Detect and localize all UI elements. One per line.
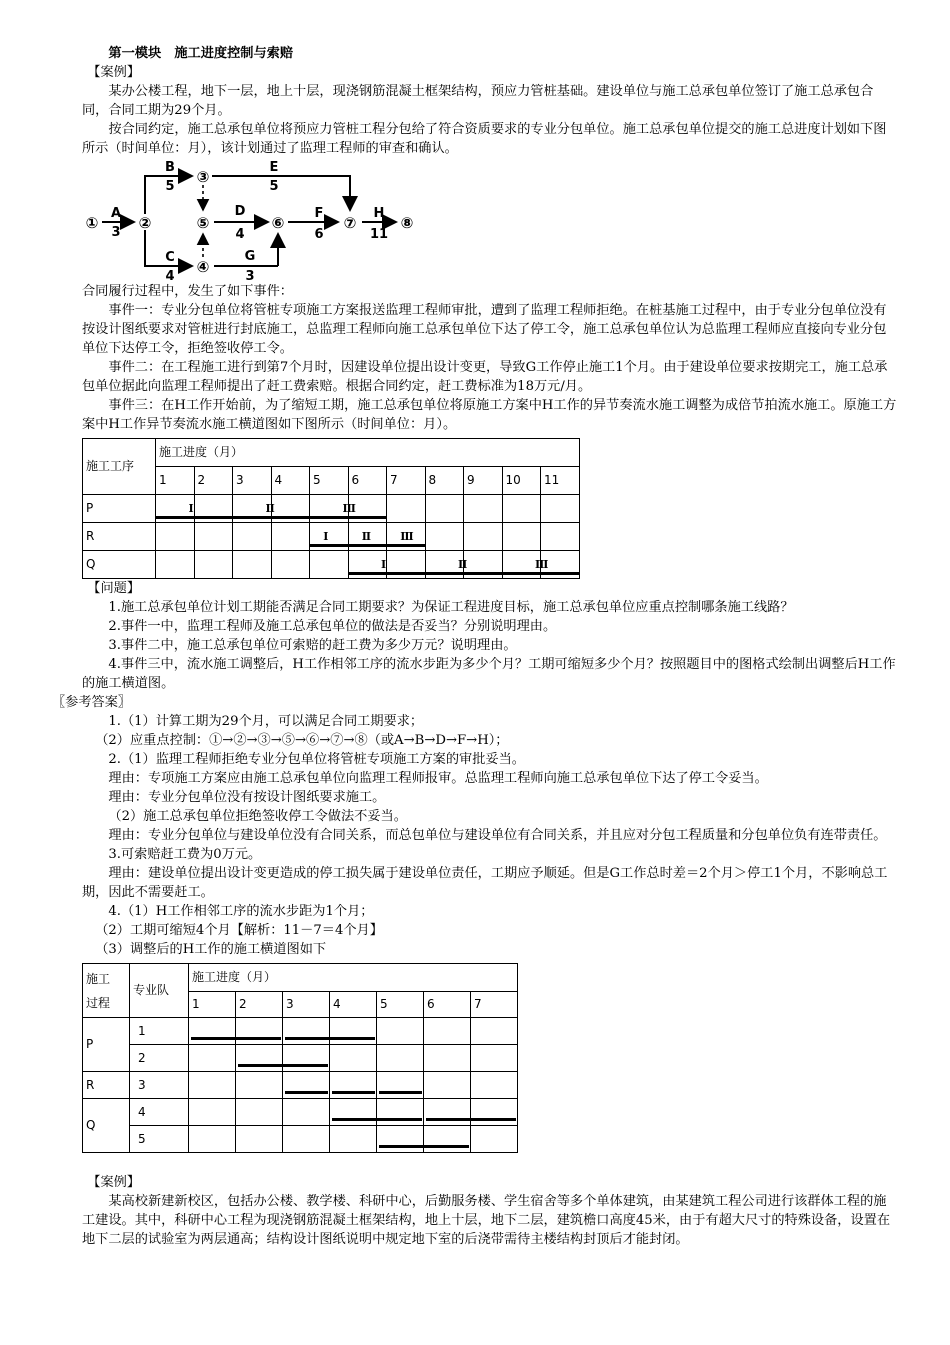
- gantt1-grid-cell: [233, 495, 275, 523]
- gantt1-grid-cell: [502, 495, 541, 523]
- intro-paragraph-2: 按合同约定，施工总承包单位将预应力管桩工程分包给了符合资质要求的专业分包单位。施工总承包单位提交的施工总进度计划如下图所示（时间单位：月），该计划通过了监理工程师的审查和确认。: [82, 122, 887, 156]
- label-a: A: [110, 206, 122, 221]
- case-tag: 【案例】: [87, 65, 141, 80]
- question-2: 2.事件一中，监理工程师及施工总承包单位的做法是否妥当？分别说明理由。: [108, 619, 557, 634]
- label-e: E: [269, 160, 279, 175]
- gantt1-grid-cell: [425, 551, 468, 579]
- label-d: D: [234, 204, 246, 219]
- gantt2-grid-cell: [236, 1126, 283, 1153]
- gantt2-grid-cell: [283, 1099, 330, 1126]
- gantt1-grid-cell: [271, 523, 310, 551]
- answer-line: 3.可索赔赶工费为0万元。: [108, 847, 262, 862]
- module-title: 第一模块 施工进度控制与索赔: [108, 46, 294, 61]
- gantt1-grid-cell: [194, 523, 233, 551]
- answers-block: [82, 712, 898, 959]
- gantt2-grid-cell: [377, 1126, 424, 1153]
- gantt1-row-label: R: [83, 523, 156, 551]
- gantt2-grid-cell: [236, 1018, 283, 1045]
- gantt2-grid-cell: [330, 1072, 377, 1099]
- answer-tag: 〖参考答案〗: [52, 695, 132, 710]
- answer-line: （2）应重点控制：①→②→③→⑤→⑥→⑦→⑧（或A→B→D→F→H）；: [95, 733, 509, 748]
- dur-a: 3: [111, 225, 121, 240]
- gantt1-bar: [348, 544, 387, 547]
- case2-paragraph: 某高校新建新校区，包括办公楼、教学楼、科研中心，后勤服务楼、学生宿舍等多个单体建筑，由某建筑工程公司进行该群体工程的施工建设。其中，科研中心工程为现浇钢筋混凝土框架结构，地上十层，地下二层，建筑檐口高度45米，由于有超大尺寸的特殊设备，设置在地下二层的试验室为两层通高；结构设计图纸说明中规定地下室的后浇带需待主楼结构封顶后才能封闭。: [82, 1194, 891, 1247]
- gantt2-grid-cell: [283, 1045, 330, 1072]
- gantt1-grid-cell: [271, 551, 310, 579]
- answer-line: 理由：专项施工方案应由施工总承包单位向监理工程师报审。总监理工程师向施工总承包单位下达了停工令妥当。: [108, 771, 768, 786]
- gantt1-bar-label: Ⅲ: [342, 502, 356, 515]
- dur-f: 6: [314, 227, 324, 242]
- label-b: B: [165, 160, 175, 175]
- gantt2-month-cell: 6: [424, 992, 471, 1018]
- gantt2-month-cell: 3: [283, 992, 330, 1018]
- gantt2-grid-cell: [236, 1099, 283, 1126]
- gantt2-grid-cell: [189, 1018, 236, 1045]
- gantt1-grid-cell: [425, 523, 464, 551]
- gantt2-process-header: [83, 964, 130, 1018]
- gantt2-month-cell: 7: [471, 992, 518, 1018]
- dur-b: 5: [165, 179, 175, 194]
- document-page: [52, 44, 898, 1249]
- event-1: 事件一：专业分包单位将管桩专项施工方案报送监理工程师审批，遭到了监理工程师拒绝。在桩基施工过程中，由于专业分包单位没有按设计图纸要求对管桩进行封底施工，总监理工程师向施工总承包单位下达了停工令，施工总承包单位认为总监理工程师应直接向专业分包单位下达停工令，拒绝签收停工令。: [82, 303, 887, 356]
- gantt2-grid-cell: [471, 1099, 518, 1126]
- question-3: 3.事件二中，施工总承包单位可索赔的赶工费为多少万元？说明理由。: [108, 638, 517, 653]
- events-intro: 合同履行过程中，发生了如下事件：: [82, 284, 293, 299]
- gantt1-month-cell: 7: [387, 467, 426, 495]
- answer-line: 4.（1）H工作相邻工序的流水步距为1个月；: [108, 904, 374, 919]
- gantt2-bar: [379, 1091, 422, 1094]
- gantt1-bar-label: Ⅲ: [535, 558, 549, 571]
- label-h: H: [373, 206, 385, 221]
- gantt2-team-label: 5: [130, 1126, 189, 1153]
- answer-line: 理由：专业分包单位与建设单位没有合同关系，而总包单位与建设单位有合同关系，并且应对分包工程质量和分包单位负有连带责任。: [108, 828, 887, 843]
- gantt2-month-cell: 1: [189, 992, 236, 1018]
- gantt2-grid-cell: [189, 1126, 236, 1153]
- gantt2-grid-cell: [283, 1072, 330, 1099]
- gantt1-grid-cell: [348, 551, 387, 579]
- gantt1-grid-cell: [464, 523, 503, 551]
- gantt2-grid-cell: [424, 1045, 471, 1072]
- gantt1-bar-label: Ⅰ: [323, 530, 329, 543]
- gantt1-bar-label: Ⅰ: [188, 502, 194, 515]
- gantt1-grid-cell: [387, 551, 426, 579]
- node-1: ①: [85, 214, 99, 232]
- gantt2-team-label: 1: [130, 1018, 189, 1045]
- gantt2-grid-cell: [377, 1072, 424, 1099]
- gantt1-grid-cell: [348, 495, 387, 523]
- gantt1-month-cell: 2: [194, 467, 233, 495]
- gantt2-grid-cell: [471, 1072, 518, 1099]
- gantt1-grid-cell: [502, 551, 549, 579]
- question-4: 4.事件三中，流水施工调整后，H工作相邻工序的流水步距为多少个月？工期可缩短多少个月？按照题目中的图格式绘制出调整后H工作的施工横道图。: [82, 657, 896, 691]
- gantt1-row-label: P: [83, 495, 156, 523]
- gantt1-bar-label: Ⅲ: [400, 530, 414, 543]
- question-1: 1.施工总承包单位计划工期能否满足合同工期要求？为保证工程进度目标，施工总承包单位应重点控制哪条施工线路？: [108, 600, 794, 615]
- dur-g: 3: [245, 269, 255, 284]
- gantt1-grid-cell: [348, 523, 387, 551]
- gantt2-month-cell: 4: [330, 992, 377, 1018]
- gantt1-grid-cell: [464, 495, 503, 523]
- gantt2-grid-cell: [330, 1126, 377, 1153]
- gantt2-grid-cell: [330, 1099, 377, 1126]
- answer-line: 1.（1）计算工期为29个月，可以满足合同工期要求；: [108, 714, 424, 729]
- event-2: 事件二：在工程施工进行到第7个月时，因建设单位提出设计变更，导致G工作停止施工1个月。由于建设单位要求按期完工，施工总承包单位据此向监理工程师提出了赶工费索赔。根据合同约定，赶工费标准为18万元/月。: [82, 360, 888, 394]
- gantt2-grid-cell: [424, 1018, 471, 1045]
- node-3: ③: [196, 168, 210, 186]
- gantt-adjusted: [82, 963, 518, 1153]
- gantt1-bar-label: Ⅰ: [381, 558, 387, 571]
- gantt2-grid-cell: [377, 1099, 424, 1126]
- gantt1-month-cell: 9: [464, 467, 503, 495]
- gantt2-grid-cell: [236, 1045, 283, 1072]
- gantt1-grid-cell: [541, 523, 580, 551]
- gantt1-month-cell: 11: [541, 467, 580, 495]
- gantt1-grid-cell: [425, 495, 464, 523]
- gantt1-grid-cell: [310, 523, 349, 551]
- gantt2-grid-cell: [377, 1018, 424, 1045]
- gantt1-grid-cell: [233, 551, 272, 579]
- node-5: ⑤: [196, 214, 210, 232]
- answer-line: （2）工期可缩短4个月【解析：11－7＝4个月】: [95, 923, 383, 938]
- gantt2-team-label: 4: [130, 1099, 189, 1126]
- dur-h: 11: [369, 227, 389, 242]
- event-3: 事件三：在H工作开始前，为了缩短工期，施工总承包单位将原施工方案中H工作的异节奏流水施工调整为成倍节拍流水施工。原施工方案中H工作异节奏流水施工横道图如下图所示（时间单位：月）。: [82, 398, 897, 432]
- gantt2-grid-cell: [424, 1126, 471, 1153]
- gantt1-grid-cell: [156, 495, 195, 523]
- gantt1-grid-cell: [387, 523, 426, 551]
- gantt2-grid-cell: [377, 1045, 424, 1072]
- gantt1-grid-cell: [502, 523, 541, 551]
- gantt1-grid-cell: [156, 523, 195, 551]
- node-2: ②: [138, 214, 152, 232]
- gantt2-grid-cell: [330, 1045, 377, 1072]
- answer-line: 理由：建设单位提出设计变更造成的停工损失属于建设单位责任，工期应予顺延。但是G工作总时差＝2个月＞停工1个月，不影响总工期，因此不需要赶工。: [82, 866, 888, 900]
- gantt1-bar: [309, 544, 348, 547]
- gantt2-grid-cell: [236, 1072, 283, 1099]
- gantt2-grid-cell: [189, 1072, 236, 1099]
- gantt1-row-label: Q: [83, 551, 156, 579]
- gantt1-bar-label: Ⅱ: [458, 558, 468, 571]
- gantt1-grid-cell: [194, 495, 233, 523]
- gantt1-month-cell: 8: [425, 467, 464, 495]
- gantt1-month-cell: 1: [156, 467, 195, 495]
- gantt1-grid-cell: [194, 551, 233, 579]
- node-8: ⑧: [400, 214, 414, 232]
- gantt1-grid-cell: [310, 551, 349, 579]
- label-c: C: [165, 250, 175, 265]
- gantt1-grid-cell: [271, 495, 310, 523]
- gantt2-grid-cell: [471, 1018, 518, 1045]
- gantt1-bar-label: Ⅱ: [265, 502, 275, 515]
- gantt2-grid-cell: [471, 1126, 518, 1153]
- gantt1-month-cell: 4: [271, 467, 310, 495]
- gantt2-grid-cell: [424, 1072, 471, 1099]
- gantt2-group-label: Q: [83, 1099, 130, 1153]
- gantt1-grid-cell: [541, 551, 580, 579]
- gantt2-grid-cell: [424, 1099, 471, 1126]
- arrow-e: [212, 176, 350, 210]
- gantt2-grid-cell: [189, 1045, 236, 1072]
- gantt2-group-label: R: [83, 1072, 130, 1099]
- questions-tag: 【问题】: [87, 581, 141, 596]
- answer-line: （3）调整后的H工作的施工横道图如下: [95, 942, 327, 957]
- gantt1-month-cell: 3: [233, 467, 272, 495]
- answer-line: （2）施工总承包单位拒绝签收停工令做法不妥当。: [108, 809, 407, 824]
- gantt2-group-label: P: [83, 1018, 130, 1072]
- gantt1-month-cell: 10: [502, 467, 541, 495]
- gantt1-grid-cell: [541, 495, 580, 523]
- node-4: ④: [196, 258, 210, 276]
- node-6: ⑥: [271, 214, 285, 232]
- gantt2-grid-cell: [471, 1045, 518, 1072]
- gantt2-team-header: 专业队: [130, 964, 189, 1018]
- label-g: G: [244, 249, 256, 264]
- gantt1-bar: [386, 544, 425, 547]
- gantt2-grid-cell: [283, 1018, 330, 1045]
- dur-e: 5: [269, 179, 279, 194]
- gantt1-grid-cell: [387, 495, 426, 523]
- answer-line: 理由：专业分包单位没有按设计图纸要求施工。: [108, 790, 386, 805]
- gantt1-month-cell: 5: [310, 467, 349, 495]
- gantt2-team-label: 3: [130, 1072, 189, 1099]
- network-diagram: [82, 160, 422, 284]
- gantt1-grid-cell: [310, 495, 356, 523]
- gantt1-progress-header: 施工进度（月）: [156, 439, 580, 467]
- process-header-line1: 施工: [86, 971, 111, 986]
- case2-tag: 【案例】: [87, 1175, 141, 1190]
- gantt2-bar: [332, 1091, 375, 1094]
- gantt1-grid-cell: [233, 523, 272, 551]
- dur-c: 4: [165, 269, 175, 284]
- label-f: F: [314, 206, 324, 221]
- gantt2-month-cell: 5: [377, 992, 424, 1018]
- node-7: ⑦: [343, 214, 357, 232]
- gantt2-progress-header: 施工进度（月）: [189, 964, 518, 992]
- dur-d: 4: [235, 227, 245, 242]
- gantt1-process-header: 施工工序: [83, 439, 156, 495]
- process-header-line2: 过程: [86, 995, 111, 1010]
- gantt2-team-label: 2: [130, 1045, 189, 1072]
- gantt2-grid-cell: [283, 1126, 330, 1153]
- answer-line: 2.（1）监理工程师拒绝专业分包单位将管桩专项施工方案的审批妥当。: [108, 752, 525, 767]
- gantt2-month-cell: 2: [236, 992, 283, 1018]
- gantt2-bar: [285, 1091, 328, 1094]
- gantt-original: [82, 438, 580, 579]
- gantt2-grid-cell: [189, 1099, 236, 1126]
- gantt2-grid-cell: [330, 1018, 377, 1045]
- gantt1-grid-cell: [156, 551, 195, 579]
- gantt1-month-cell: 6: [348, 467, 387, 495]
- intro-paragraph-1: 某办公楼工程，地下一层，地上十层，现浇钢筋混凝土框架结构，预应力管桩基础。建设单位与施工总承包单位签订了施工总承包合同，合同工期为29个月。: [82, 84, 874, 118]
- gantt1-bar-label: Ⅱ: [361, 530, 372, 543]
- gantt1-grid-cell: [464, 551, 503, 579]
